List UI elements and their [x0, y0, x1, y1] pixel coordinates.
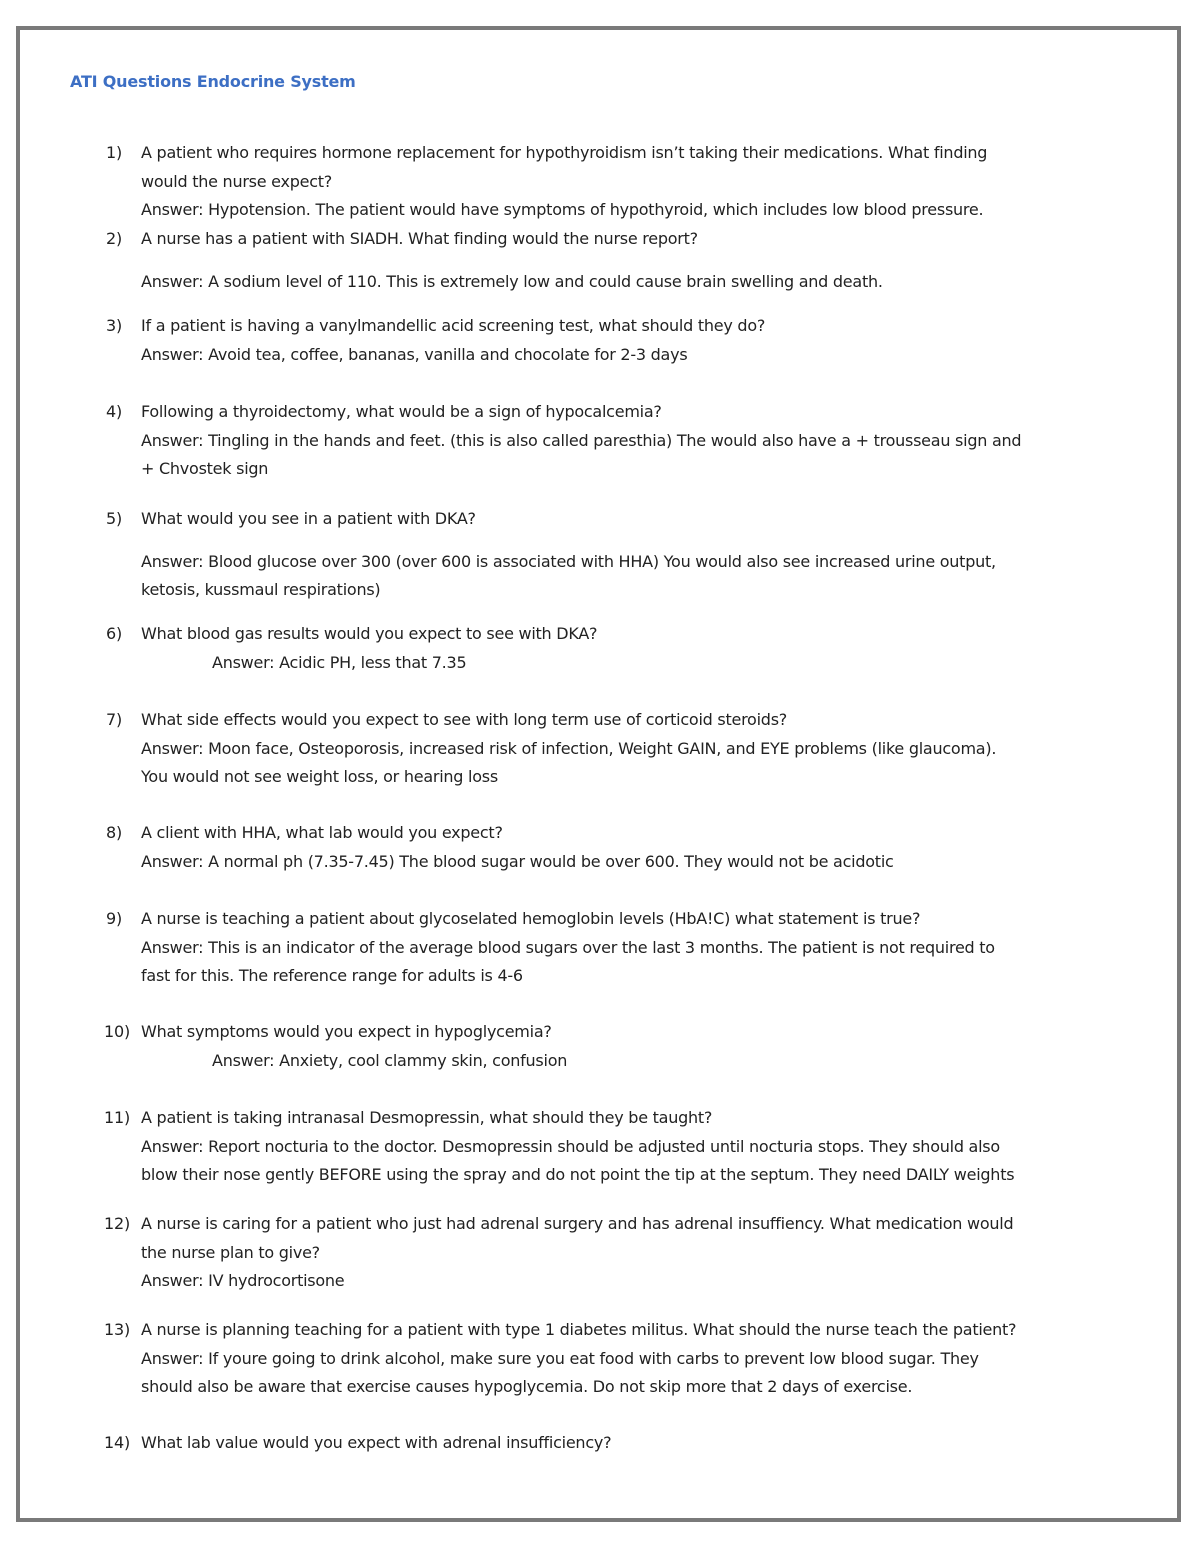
question-body: [141, 819, 1131, 876]
answer-text: Answer: A sodium level of 110. This is extremely low and could cause brain swelling and death.: [141, 271, 883, 291]
question-text: What side effects would you expect to see with long term use of corticoid steroids?: [141, 710, 788, 729]
question-body: [141, 398, 1131, 484]
question-body: [141, 1210, 1131, 1296]
question-number: 4): [106, 402, 123, 421]
question-body: [141, 1018, 1131, 1075]
question-number: 14): [104, 1433, 131, 1452]
answer-text: Answer: Acidic PH, less that 7.35: [212, 652, 467, 672]
question-body: [141, 620, 1131, 677]
question-text: A nurse is teaching a patient about glycoselated hemoglobin levels (HbA!C) what statement is true?: [141, 909, 921, 928]
question-body: [141, 505, 1131, 605]
answer-text: Answer: Report nocturia to the doctor. Desmopressin should be adjusted until nocturia stops. They should also: [141, 1136, 1000, 1156]
answer-text: fast for this. The reference range for adults is 4-6: [141, 966, 523, 985]
answer-text: Answer: This is an indicator of the average blood sugars over the last 3 months. The patient is not required to: [141, 937, 995, 957]
question-number: 10): [104, 1022, 131, 1041]
question-body: [141, 225, 1131, 296]
question-body: [141, 1316, 1131, 1402]
question-text: the nurse plan to give?: [141, 1242, 320, 1262]
question-number: 5): [106, 509, 123, 528]
answer-text: Answer: Anxiety, cool clammy skin, confusion: [212, 1050, 568, 1070]
answer-text: should also be aware that exercise causes hypoglycemia. Do not skip more that 2 days of exercise.: [141, 1377, 913, 1396]
question-number: 13): [104, 1320, 131, 1339]
question-text: A nurse has a patient with SIADH. What finding would the nurse report?: [141, 229, 698, 248]
question-text: A patient is taking intranasal Desmopressin, what should they be taught?: [141, 1108, 713, 1127]
answer-text: Answer: Avoid tea, coffee, bananas, vanilla and chocolate for 2-3 days: [141, 344, 688, 364]
question-number: 9): [106, 909, 123, 928]
answer-text: ketosis, kussmaul respirations): [141, 580, 381, 599]
answer-text: Answer: If youre going to drink alcohol, make sure you eat food with carbs to prevent low blood sugar. They: [141, 1348, 979, 1368]
answer-text: Answer: Blood glucose over 300 (over 600 is associated with HHA) You would also see increased urine output,: [141, 551, 996, 571]
question-text: Following a thyroidectomy, what would be a sign of hypocalcemia?: [141, 402, 662, 421]
answer-text: Answer: Hypotension. The patient would have symptoms of hypothyroid, which includes low blood pressure.: [141, 200, 984, 219]
question-body: [141, 312, 1131, 369]
question-body: [141, 139, 1131, 225]
question-number: 8): [106, 823, 123, 842]
answer-text: blow their nose gently BEFORE using the spray and do not point the tip at the septum. They need DAILY weights: [141, 1165, 1015, 1184]
document-title: ATI Questions Endocrine System: [70, 72, 356, 91]
question-text: What would you see in a patient with DKA?: [141, 509, 476, 528]
answer-text: Answer: IV hydrocortisone: [141, 1271, 345, 1290]
answer-text: Answer: Moon face, Osteoporosis, increased risk of infection, Weight GAIN, and EYE problems (like glaucoma).: [141, 738, 997, 758]
answer-text: You would not see weight loss, or hearing loss: [141, 767, 498, 786]
answer-text: + Chvostek sign: [141, 459, 269, 478]
answer-text: Answer: A normal ph (7.35-7.45) The blood sugar would be over 600. They would not be acidotic: [141, 851, 894, 871]
question-number: 2): [106, 229, 123, 248]
question-number: 11): [104, 1108, 131, 1127]
question-body: [141, 1104, 1131, 1190]
question-text: A client with HHA, what lab would you expect?: [141, 823, 503, 842]
question-body: [141, 1429, 1131, 1458]
question-text: A patient who requires hormone replacement for hypothyroidism isn’t taking their medications. What finding: [141, 143, 988, 162]
question-number: 3): [106, 316, 123, 335]
question-text: What lab value would you expect with adrenal insufficiency?: [141, 1433, 612, 1452]
question-number: 12): [104, 1214, 131, 1233]
question-number: 1): [106, 143, 123, 162]
question-number: 7): [106, 710, 123, 729]
question-text: A nurse is planning teaching for a patient with type 1 diabetes militus. What should the nurse teach the patient?: [141, 1320, 1017, 1339]
question-text: What blood gas results would you expect to see with DKA?: [141, 624, 598, 643]
question-text: would the nurse expect?: [141, 171, 333, 191]
question-body: [141, 905, 1131, 991]
question-text: A nurse is caring for a patient who just had adrenal surgery and has adrenal insuffiency. What medication would: [141, 1214, 1014, 1233]
question-text: If a patient is having a vanylmandellic acid screening test, what should they do?: [141, 316, 766, 335]
answer-text: Answer: Tingling in the hands and feet. (this is also called paresthia) The would also have a + trousseau sign and: [141, 430, 1022, 450]
question-number: 6): [106, 624, 123, 643]
question-body: [141, 706, 1131, 792]
question-text: What symptoms would you expect in hypoglycemia?: [141, 1022, 552, 1041]
